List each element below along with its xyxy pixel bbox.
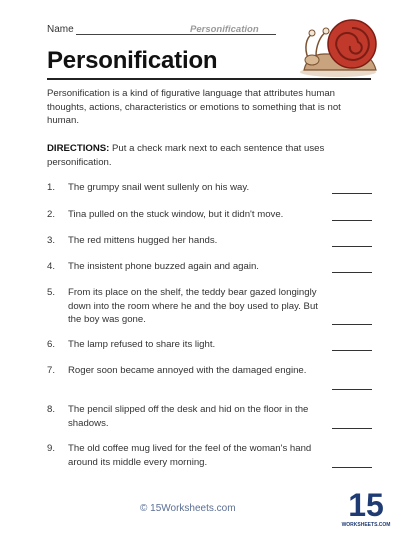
title-divider xyxy=(47,78,371,80)
answer-blank[interactable] xyxy=(332,428,372,429)
answer-blank[interactable] xyxy=(332,350,372,351)
answer-blank[interactable] xyxy=(332,220,372,221)
question-text: From its place on the shelf, the teddy bear gazed longingly down into the room where he and the boy used to play. But the boy was gone. xyxy=(68,287,318,325)
page-title: Personification xyxy=(47,47,218,74)
question-text: The insistent phone buzzed again and again. xyxy=(68,261,259,272)
question-text: The red mittens hugged her hands. xyxy=(68,235,218,246)
name-label: Name xyxy=(47,24,74,35)
snail-icon xyxy=(296,14,382,80)
directions-text: Put a check mark next to each sentence that uses personification. xyxy=(47,143,325,168)
answer-blank[interactable] xyxy=(332,467,372,468)
question-text: Roger soon became annoyed with the damaged engine. xyxy=(68,365,307,376)
question-number: 6. xyxy=(47,339,56,350)
question-text: Tina pulled on the stuck window, but it didn't move. xyxy=(68,209,284,220)
directions-label: DIRECTIONS: xyxy=(47,143,110,154)
question-number: 1. xyxy=(47,182,56,193)
question-number: 2. xyxy=(47,209,56,220)
footer-copyright[interactable]: © 15Worksheets.com xyxy=(140,503,236,514)
question-text: The lamp refused to share its light. xyxy=(68,339,216,350)
intro-paragraph: Personification is a kind of figurative language that attributes human thoughts, actions, characteristics or emotions to something that is not human. xyxy=(47,88,341,126)
question-number: 8. xyxy=(47,404,56,415)
question-number: 4. xyxy=(47,261,56,272)
worksheet-tag: Personification xyxy=(190,24,259,35)
question-text: The grumpy snail went sullenly on his way. xyxy=(68,182,250,193)
logo-caption: WORKSHEETS.COM xyxy=(341,522,391,528)
question-number: 7. xyxy=(47,365,56,376)
question-text: The pencil slipped off the desk and hid on the floor in the shadows. xyxy=(68,404,309,429)
worksheets-logo-icon xyxy=(341,486,391,528)
question-number: 5. xyxy=(47,287,56,298)
answer-blank[interactable] xyxy=(332,389,372,390)
answer-blank[interactable] xyxy=(332,324,372,325)
question-number: 9. xyxy=(47,443,56,454)
answer-blank[interactable] xyxy=(332,193,372,194)
question-text: The old coffee mug lived for the feel of the woman's hand around its middle every morning. xyxy=(68,443,312,468)
directions xyxy=(47,142,375,169)
logo-number: 15 xyxy=(348,487,384,523)
question-number: 3. xyxy=(47,235,56,246)
answer-blank[interactable] xyxy=(332,246,372,247)
answer-blank[interactable] xyxy=(332,272,372,273)
